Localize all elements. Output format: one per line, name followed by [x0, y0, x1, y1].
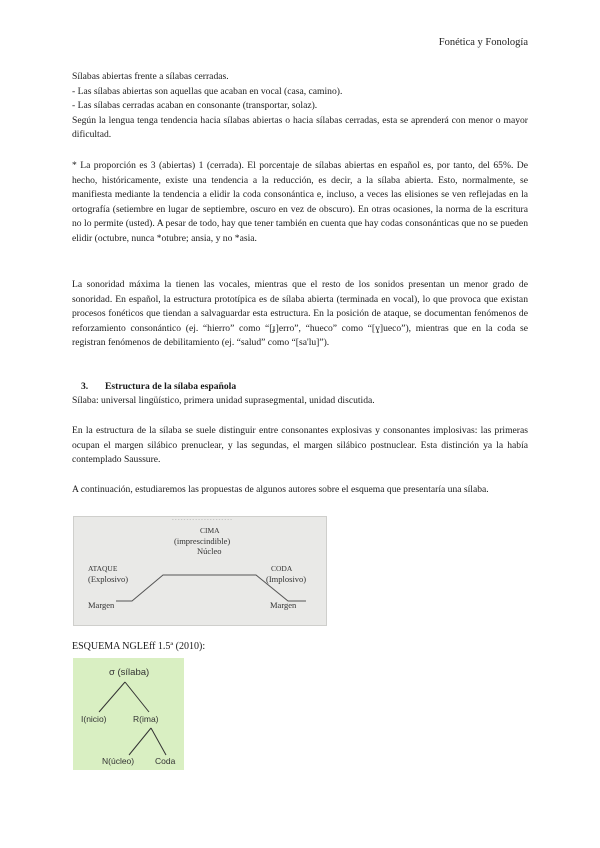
root-node: σ (sílaba): [109, 667, 150, 678]
list-heading: Sílabas abiertas frente a sílabas cerradas.: [72, 71, 229, 82]
paragraph-syllable-types: [72, 70, 528, 143]
implosivo-label: (Implosivo): [266, 574, 307, 584]
section-number: 3.: [81, 381, 89, 392]
list-item: - Las sílabas abiertas son aquellas que acaban en vocal (casa, camino).: [72, 85, 343, 97]
syllable-tree-diagram: [73, 658, 184, 770]
paragraph-structure: [72, 424, 528, 468]
paragraph-text: En la estructura de la sílaba se suele distinguir entre consonantes explosivas y consonantes implosivas: las primeras ocupan el margen silábico prenuclear, y las segundas, el margen silábico postnuclear. Esta distinción ya la había contemplado Saussure.: [72, 425, 528, 466]
paragraph-text: Según la lengua tenga tendencia hacia sílabas abiertas o hacia sílabas cerradas, esta se aprenderá con menor o mayor dificultad.: [72, 114, 528, 141]
paragraph-text: La sonoridad máxima la tienen las vocales, mientras que el resto de los sonidos presentan un menor grado de sonoridad. En español, la estructura prototípica es de sílaba abierta (terminada en vocal), lo que provoca que existan procesos fonéticos que tiendan a salvaguardar esta estructura. En la posición de ataque, se documentan fenómenos de reforzamiento consonántico (ej. “hierro” como “[ɟ]erro”, “hueco” como “[ɣ]ueco”), mientras que en la coda se registran fenómenos de debilitamiento (ej. “salud” como “[sa'lu]”).: [72, 279, 528, 349]
paragraph-text: * La proporción es 3 (abiertas) 1 (cerrada). El porcentaje de sílabas abiertas en español es, por tanto, del 65%. De hecho, históricamente, existe una tendencia a la reducción, es decir, a la sílaba abierta. Esto, normalmente, se manifiesta mediante la tendencia a elidir la coda consonántica e, incluso, a veces las elisiones se ven reflejadas en la ortografía (setiembre en lugar de septiembre, oscuro en vez de obscuro). En otras ocasiones, la norma de la escritura no lo permite (usted). A pesar de todo, hay que tener también en cuenta que hay codas consonánticas que no se pueden elidir (octubre, nunca *otubre; ansia, y no *asia.: [72, 160, 528, 244]
esquema-title: ESQUEMA NGLEff 1.5ª (2010):: [72, 641, 206, 652]
nucleo-node: N(úcleo): [102, 756, 135, 766]
margen-left-label: Margen: [88, 600, 115, 610]
cima-label: CIMA: [200, 526, 220, 535]
list-item: - Las sílabas cerradas acaban en consonante (transportar, solaz).: [72, 100, 318, 112]
paragraph-proportion: [72, 159, 528, 247]
nucleo-label: Núcleo: [197, 546, 222, 556]
coda-node: Coda: [155, 756, 176, 766]
syllable-structure-figure: [73, 516, 327, 626]
inicio-node: I(nicio): [81, 714, 107, 724]
rima-node: R(ima): [133, 714, 159, 724]
paragraph-proposals: [72, 483, 528, 498]
margen-right-label: Margen: [270, 600, 297, 610]
paragraph-text: A continuación, estudiaremos las propuestas de algunos autores sobre el esquema que presentaría una sílaba.: [72, 484, 489, 495]
explosivo-label: (Explosivo): [88, 574, 129, 584]
coda-label: CODA: [271, 564, 293, 573]
cropped-text-fragment: - - - - - - - - - - - - - - - - - - - - -: [172, 518, 232, 523]
paragraph-text: Sílaba: universal lingüístico, primera unidad suprasegmental, unidad discutida.: [72, 395, 375, 406]
page-header: Fonética y Fonología: [438, 37, 528, 48]
imprescindible-label: (imprescindible): [174, 536, 231, 546]
section-heading: [72, 380, 528, 394]
section-intro: [72, 394, 528, 409]
paragraph-sonority: [72, 278, 528, 351]
section-title: Estructura de la sílaba española: [105, 381, 237, 392]
ataque-label: ATAQUE: [88, 564, 118, 573]
